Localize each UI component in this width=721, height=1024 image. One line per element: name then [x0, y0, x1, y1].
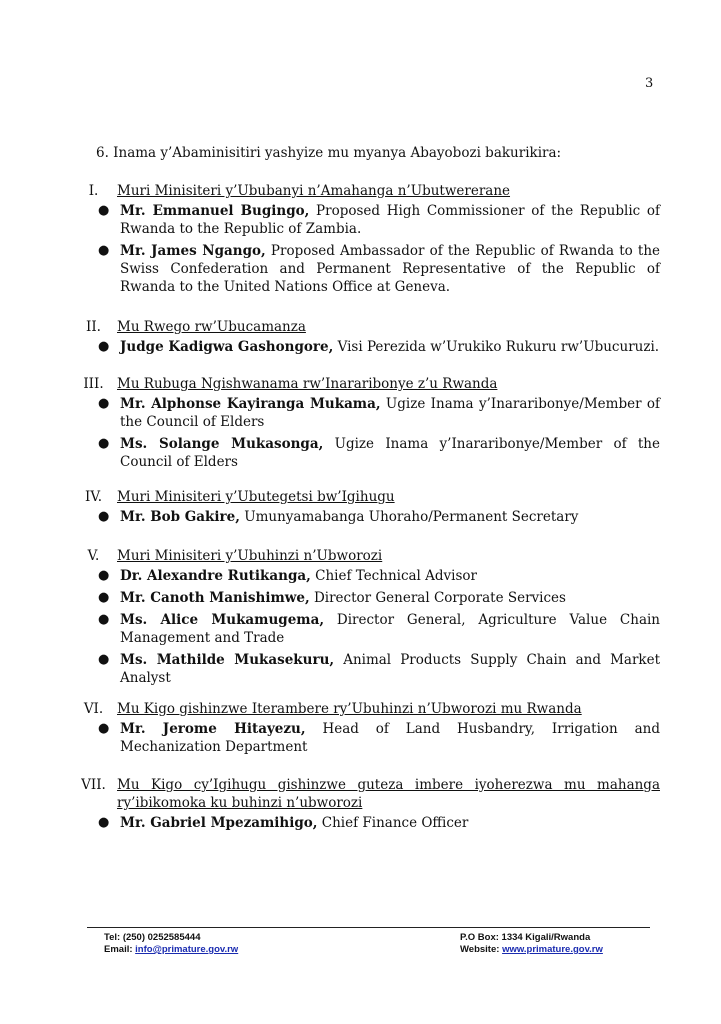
section-numeral: VII.: [81, 777, 106, 793]
person-role: Proposed High Commissioner of the Republic of Rwanda to the Republic of Zambia.: [120, 203, 661, 237]
list-item: [98, 202, 661, 238]
person-role: Ugize Inama y’Inararibonye/Member of the Council of Elders: [120, 436, 660, 470]
person-name: Mr. Alphonse Kayiranga Mukama,: [120, 396, 381, 412]
section-1: [70, 182, 660, 300]
person-name: Mr. Emmanuel Bugingo,: [120, 203, 310, 219]
list-item: [98, 395, 660, 431]
person-role: Director General, Agriculture Value Chain Management and Trade: [120, 612, 660, 646]
person-name: Mr. Jerome Hitayezu,: [120, 721, 306, 737]
section-title: Mu Rwego rw’Ubucamanza: [117, 319, 306, 335]
list-item: [98, 567, 660, 585]
section-title-continued: ry’ibikomoka ku buhinzi n’ubworozi: [117, 795, 363, 811]
section-4: [70, 488, 660, 530]
footer-email-label: Email:: [104, 944, 136, 955]
section-numeral: III.: [83, 376, 104, 392]
person-role: Director General Corporate Services: [309, 590, 566, 606]
bullet-icon: ●: [98, 436, 110, 451]
section-numeral: IV.: [84, 489, 102, 505]
section-title: Mu Rubuga Ngishwanama rw’Inararibonye z’u Rwanda: [117, 376, 498, 392]
list-item: [98, 508, 660, 526]
section-2: [70, 318, 660, 360]
section-7: [70, 776, 660, 836]
bullet-icon: ●: [98, 590, 110, 605]
list-item: [98, 242, 661, 296]
section-title: Muri Minisiteri y’Ubutegetsi bw’Igihugu: [117, 489, 395, 505]
section-5: [70, 547, 660, 691]
person-name: Mr. Gabriel Mpezamihigo,: [120, 815, 318, 831]
section-title: Muri Minisiteri y’Ububanyi n’Amahanga n’Ubutwererane: [117, 183, 511, 199]
list-item: [98, 814, 660, 832]
list-item: [98, 720, 660, 756]
person-role: Chief Technical Advisor: [310, 568, 478, 584]
person-name: Dr. Alexandre Rutikanga,: [120, 568, 311, 584]
bullet-icon: ●: [98, 396, 110, 411]
person-name: Mr. James Ngango,: [120, 243, 266, 259]
person-role: Ugize Inama y’Inararibonye/Member of the Council of Elders: [120, 396, 660, 430]
person-name: Ms. Alice Mukamugema,: [120, 612, 325, 628]
section-numeral: VI.: [83, 701, 104, 717]
person-role: Proposed Ambassador of the Republic of Rwanda to the Swiss Confederation and Permanent Representative of the Republic of Rwanda to the United Nations Office at Geneva.: [120, 243, 661, 295]
page-number: 3: [645, 76, 654, 91]
bullet-icon: ●: [98, 815, 110, 830]
section-title: Mu Kigo cy’Igihugu gishinzwe guteza imbere iyoherezwa mu mahanga: [117, 777, 660, 793]
list-item: [98, 651, 660, 687]
person-role: Visi Perezida w’Urukiko Rukuru rw’Ubucuruzi.: [333, 339, 660, 355]
bullet-icon: ●: [98, 568, 110, 583]
person-role: Head of Land Husbandry, Irrigation and Mechanization Department: [120, 721, 660, 755]
section-3: [70, 375, 660, 475]
section-numeral: I.: [88, 183, 99, 199]
person-role: Chief Finance Officer: [317, 815, 469, 831]
intro-paragraph: 6. Inama y’Abaminisitiri yashyize mu myanya Abayobozi bakurikira:: [96, 145, 562, 161]
footer-email-row: [104, 944, 238, 956]
footer-email-link[interactable]: info@primature.gov.rw: [135, 944, 239, 955]
footer-website-label: Website:: [460, 944, 503, 955]
bullet-icon: ●: [98, 612, 110, 627]
section-numeral: V.: [87, 548, 100, 564]
section-numeral: II.: [86, 319, 101, 335]
footer-divider: [87, 927, 650, 928]
bullet-icon: ●: [98, 243, 110, 258]
list-item: [98, 611, 660, 647]
person-name: Ms. Mathilde Mukasekuru,: [120, 652, 335, 668]
section-6: [70, 700, 660, 760]
section-title: Muri Minisiteri y’Ubuhinzi n’Ubworozi: [117, 548, 383, 564]
person-role: Umunyamabanga Uhoraho/Permanent Secretary: [239, 509, 579, 525]
person-name: Mr. Canoth Manishimwe,: [120, 590, 310, 606]
person-name: Judge Kadigwa Gashongore,: [120, 339, 334, 355]
person-role: Animal Products Supply Chain and Market Analyst: [120, 652, 660, 686]
section-title: Mu Kigo gishinzwe Iterambere ry’Ubuhinzi n’Ubworozi mu Rwanda: [117, 701, 582, 717]
person-name: Mr. Bob Gakire,: [120, 509, 240, 525]
footer-contact: [104, 932, 238, 956]
bullet-icon: ●: [98, 721, 110, 736]
footer-address: [460, 932, 603, 956]
bullet-icon: ●: [98, 203, 110, 218]
bullet-icon: ●: [98, 509, 110, 524]
list-item: [98, 589, 660, 607]
list-item: [98, 338, 660, 356]
footer-website-row: [460, 944, 603, 956]
list-item: [98, 435, 660, 471]
bullet-icon: ●: [98, 652, 110, 667]
person-name: Ms. Solange Mukasonga,: [120, 436, 324, 452]
bullet-icon: ●: [98, 339, 110, 354]
footer-website-link[interactable]: www.primature.gov.rw: [502, 944, 603, 955]
footer-tel: Tel: (250) 0252585444: [104, 932, 201, 943]
footer-po-box: P.O Box: 1334 Kigali/Rwanda: [460, 932, 591, 943]
